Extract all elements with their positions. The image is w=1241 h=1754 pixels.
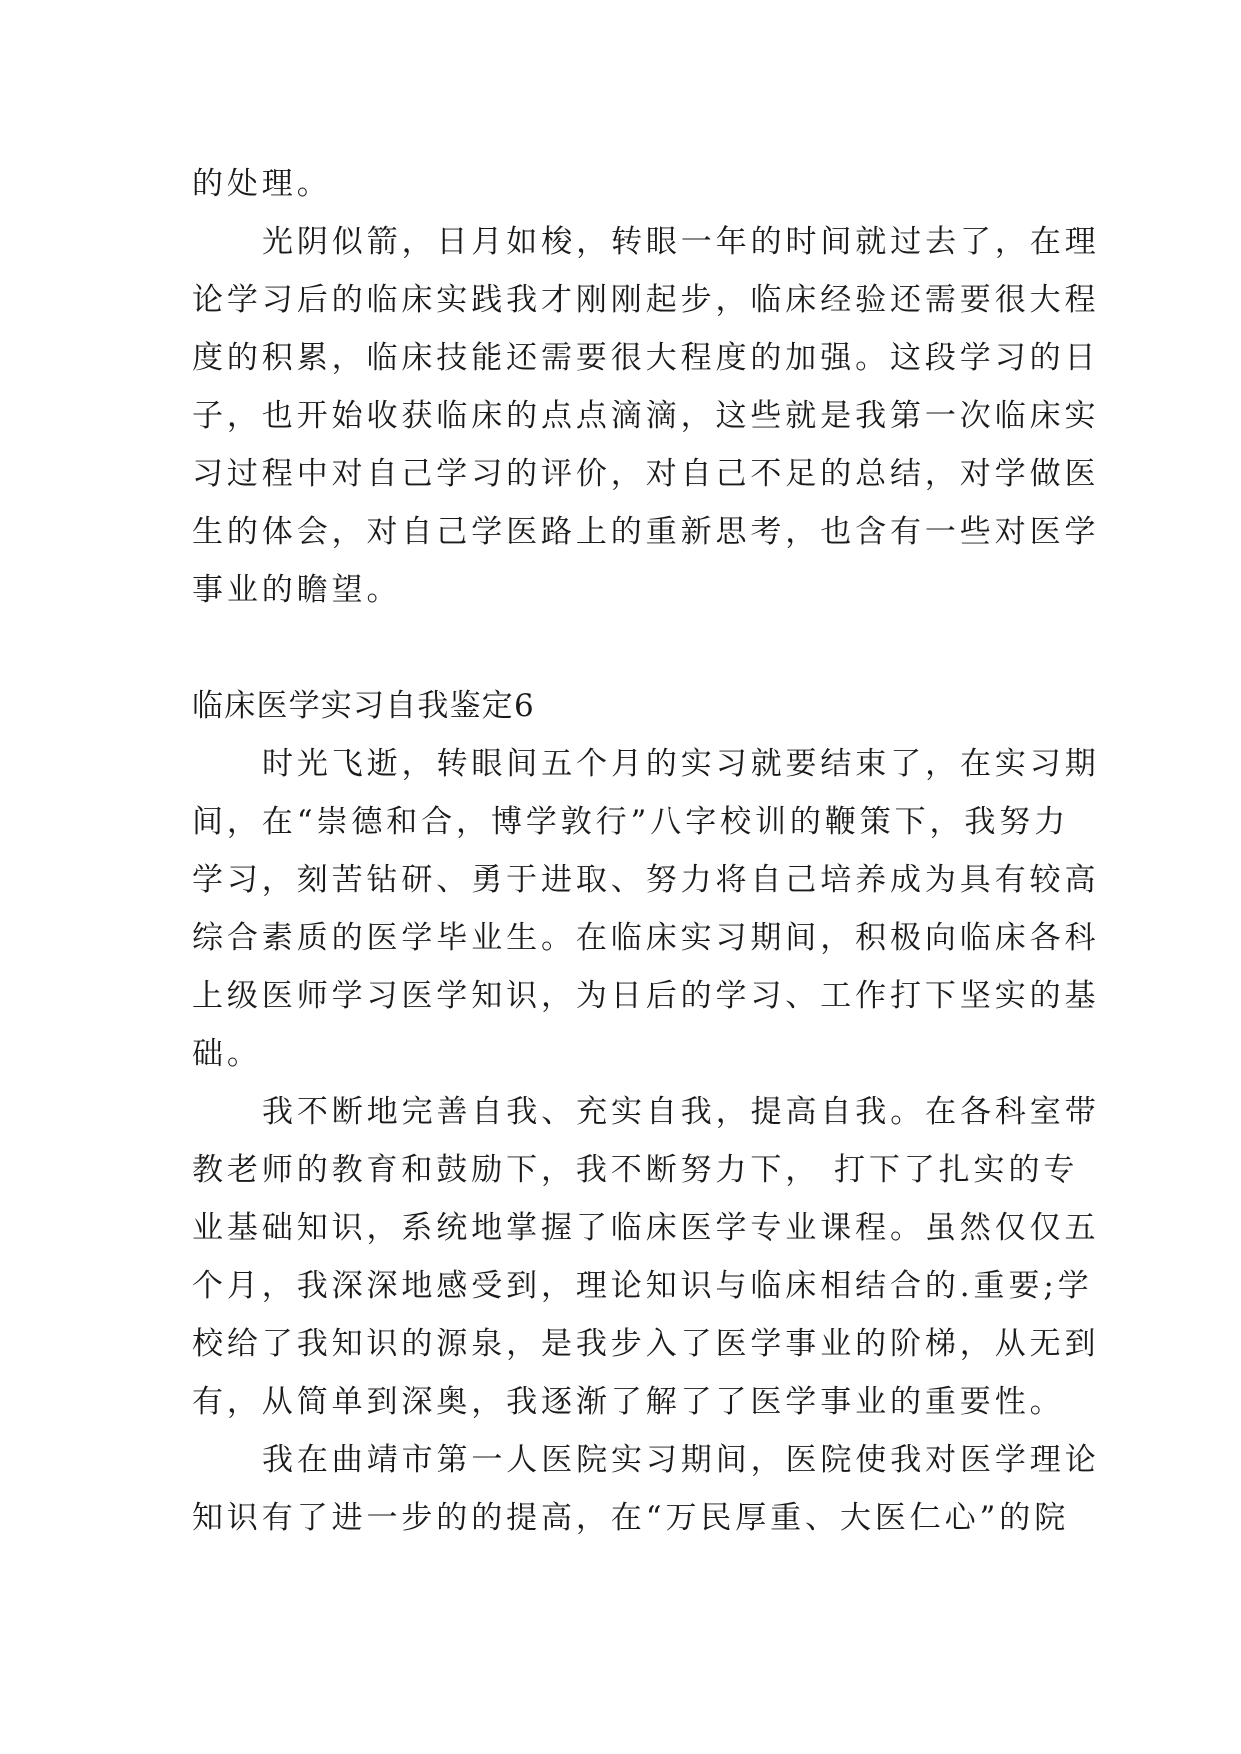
text-line: 生的体会，对自己学医路上的重新思考，也含有一些对医学	[192, 514, 1100, 550]
blank-line	[192, 619, 1052, 677]
text-line: 学习，刻苦钻研、勇于进取、努力将自己培养成为具有较高	[192, 862, 1100, 898]
paragraph-continuation	[192, 155, 1052, 213]
paragraph-time-flies	[192, 213, 1100, 619]
text-line: 子，也开始收获临床的点点滴滴，这些就是我第一次临床实	[192, 398, 1100, 434]
text-line: 间，在“崇德和合，博学敦行”八字校训的鞭策下，我努力	[192, 804, 1070, 840]
text-line: 业基础知识，系统地掌握了临床医学专业课程。虽然仅仅五	[192, 1210, 1100, 1246]
text-line: 校给了我知识的源泉，是我步入了医学事业的阶梯，从无到	[192, 1326, 1100, 1362]
text-line: 光阴似箭，日月如梭，转眼一年的时间就过去了，在理	[262, 224, 1100, 260]
text-line: 度的积累，临床技能还需要很大程度的加强。这段学习的日	[192, 340, 1100, 376]
text-line: 有，从简单到深奥，我逐渐了解了了医学事业的重要性。	[192, 1384, 1065, 1420]
paragraph-self-improvement	[192, 1083, 1100, 1431]
text-line: 上级医师学习医学知识，为日后的学习、工作打下坚实的基	[192, 978, 1100, 1014]
text-line: 习过程中对自己学习的评价，对自己不足的总结，对学做医	[192, 456, 1100, 492]
text-line: 论学习后的临床实践我才刚刚起步，临床经验还需要很大程	[192, 282, 1100, 318]
text-line: 时光飞逝，转眼间五个月的实习就要结束了，在实习期	[262, 746, 1100, 782]
text-line: 综合素质的医学毕业生。在临床实习期间，积极向临床各科	[192, 920, 1100, 956]
document-body	[192, 155, 1100, 1547]
text-line: 的处理。	[192, 166, 332, 202]
text-line: 个月，我深深地感受到，理论知识与临床相结合的.重要;学	[192, 1268, 1093, 1304]
paragraph-internship-intro	[192, 735, 1100, 1083]
text-line: 教老师的教育和鼓励下，我不断努力下， 打下了扎实的专	[192, 1152, 1079, 1188]
text-line: 我不断地完善自我、充实自我，提高自我。在各科室带	[262, 1094, 1100, 1130]
text-line: 事业的瞻望。	[192, 572, 402, 608]
text-line: 知识有了进一步的的提高，在“万民厚重、大医仁心”的院	[192, 1500, 1070, 1536]
text-line: 我在曲靖市第一人医院实习期间，医院使我对医学理论	[262, 1442, 1100, 1478]
paragraph-hospital	[192, 1431, 1100, 1547]
section-heading: 临床医学实习自我鉴定6	[192, 688, 535, 724]
text-line: 础。	[192, 1036, 262, 1072]
